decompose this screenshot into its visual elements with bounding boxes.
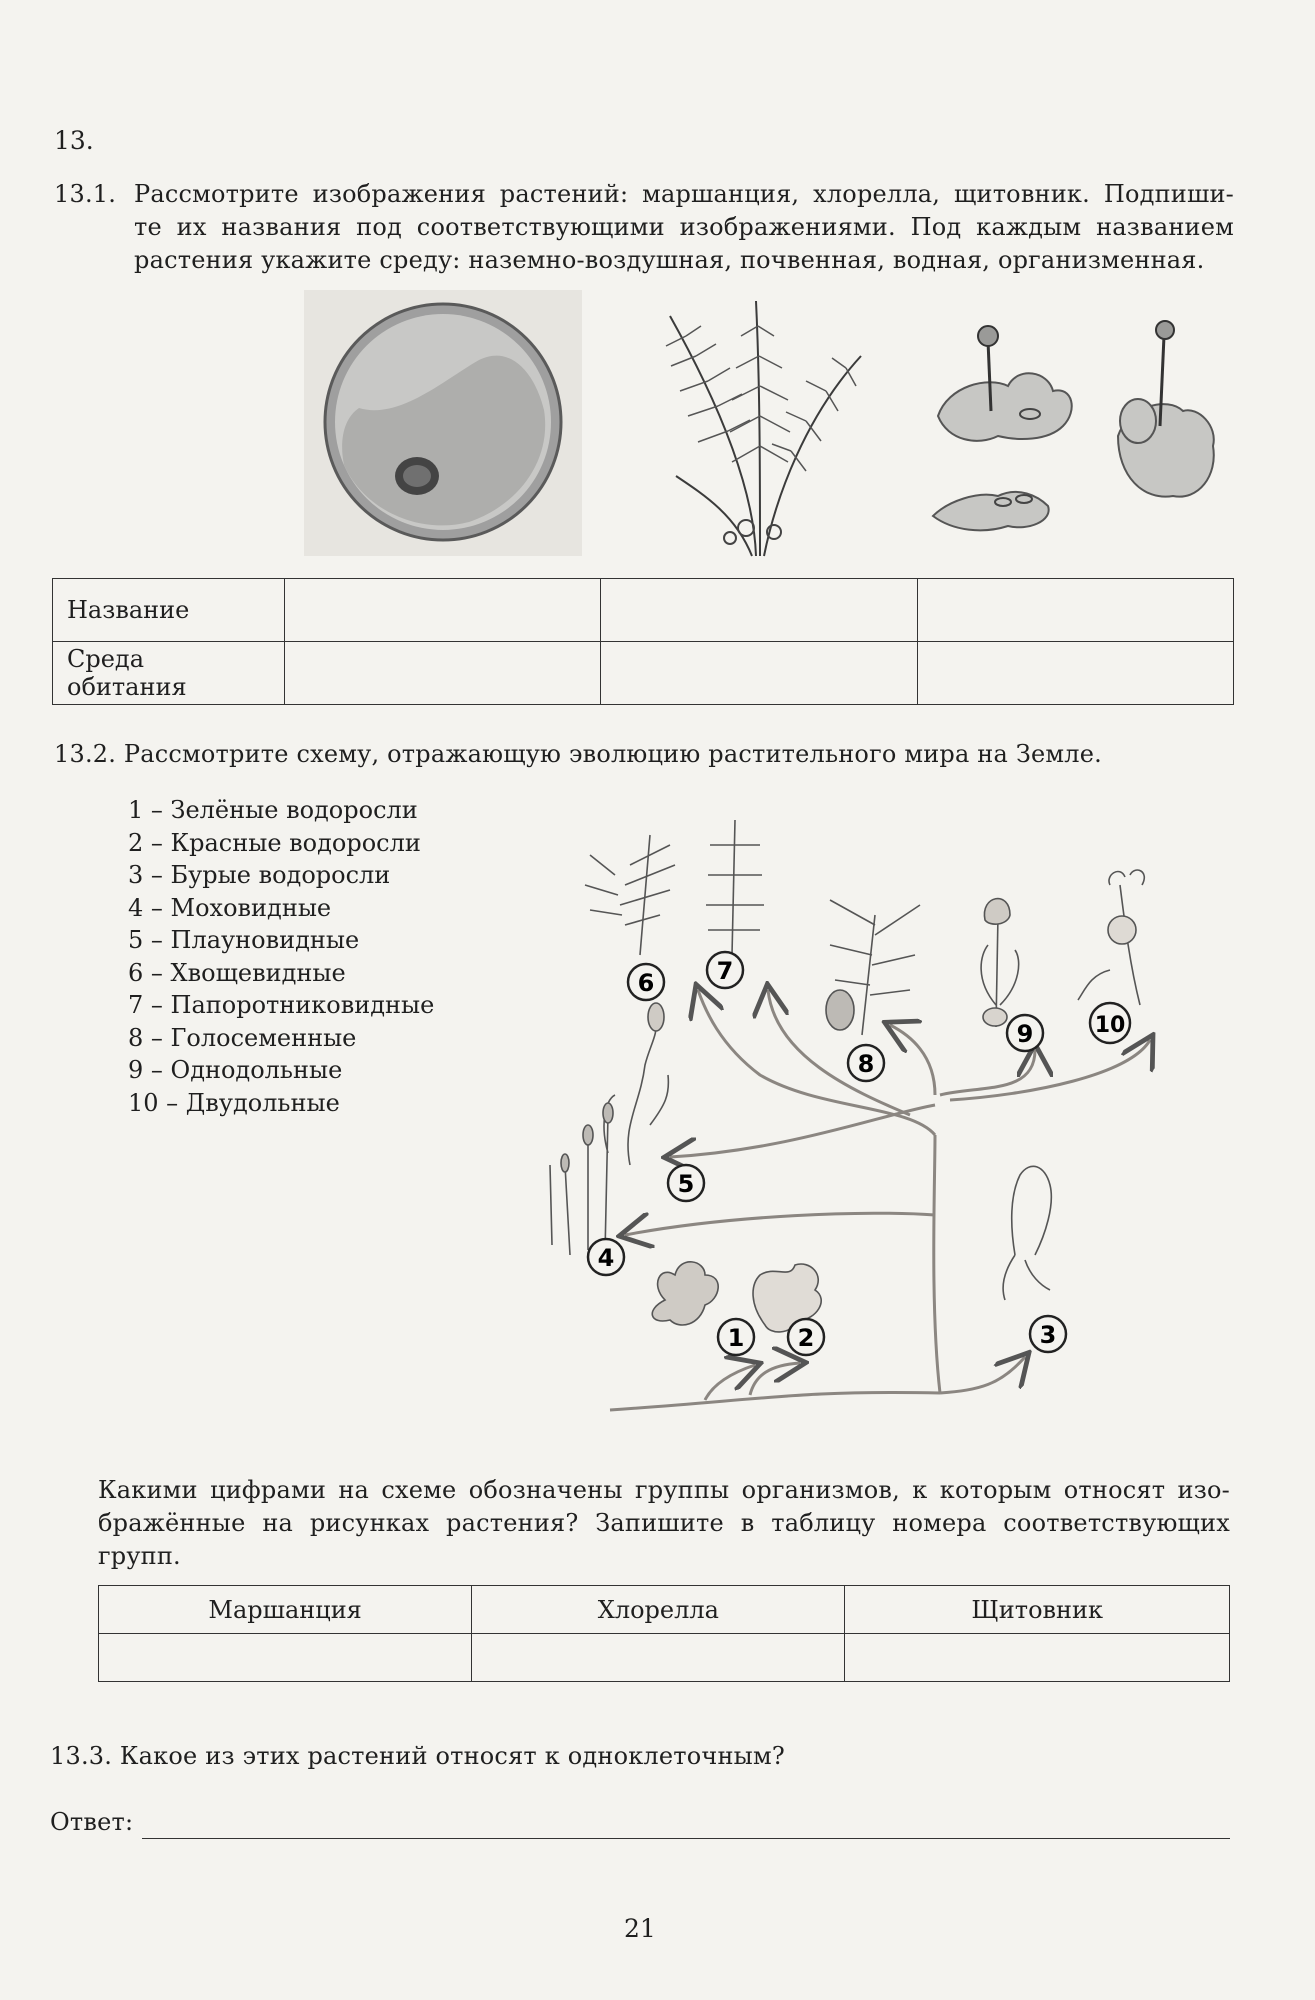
name-cell-1[interactable] — [285, 579, 601, 642]
legend-item-3: 3 – Бурые водоросли — [128, 861, 391, 889]
legend-item-10: 10 – Двудольные — [128, 1088, 340, 1117]
name-cell-2[interactable] — [601, 579, 917, 642]
circle-1-text: 1 — [727, 1324, 745, 1352]
circle-4-text: 4 — [597, 1244, 615, 1272]
circle-5 — [668, 1165, 704, 1201]
task-number: 13. — [54, 126, 94, 155]
habitat-row-label: Среда обитания — [53, 642, 285, 705]
answer-line[interactable] — [142, 1838, 1230, 1839]
habitat-cell-3[interactable] — [917, 642, 1233, 705]
task-13-2-question — [98, 1474, 1230, 1573]
fern-image — [656, 296, 868, 560]
circle-8 — [848, 1045, 884, 1081]
habitat-cell-1[interactable] — [285, 642, 601, 705]
circle-3 — [1030, 1316, 1066, 1352]
circle-9 — [1007, 1015, 1043, 1051]
circle-3-text: 3 — [1039, 1321, 1057, 1349]
answer-label: Ответ: — [50, 1808, 134, 1836]
circle-8-text: 8 — [857, 1050, 875, 1078]
header-chlorella: Хлорелла — [472, 1586, 845, 1634]
legend-item-6: 6 – Хвощевидные — [128, 958, 346, 987]
task-13-1-line-2: те их названия под соответствующими изображениями. Под каждым названием — [134, 213, 1234, 241]
task-13-2-intro: 13.2. Рассмотрите схему, отражающую эволюцию растительного мира на Земле. — [54, 740, 1102, 768]
answer-cell-fern[interactable] — [845, 1634, 1230, 1682]
legend — [128, 794, 434, 1119]
task-13-2-table — [98, 1585, 1230, 1682]
legend-item-5: 5 – Плауновидные — [128, 926, 360, 954]
task-13-1-line-1: Рассмотрите изображения растений: маршанция, хлорелла, щитовник. Подпиши- — [134, 180, 1234, 208]
circle-5-text: 5 — [677, 1170, 695, 1198]
circle-7 — [707, 952, 743, 988]
header-marchantia: Маршанция — [99, 1586, 472, 1634]
legend-item-8: 8 – Голосеменные — [128, 1023, 357, 1052]
legend-item-4: 4 – Моховидные — [128, 893, 332, 922]
circle-1 — [718, 1319, 754, 1355]
circle-2-text: 2 — [797, 1324, 815, 1352]
task-13-3-question: 13.3. Какое из этих растений относят к одноклеточным? — [50, 1742, 785, 1770]
chlorella-cell-image — [304, 290, 582, 556]
circle-7-text: 7 — [716, 957, 734, 985]
circle-2 — [788, 1319, 824, 1355]
circle-6 — [628, 964, 664, 1000]
legend-item-7: 7 – Папоротниковидные — [128, 991, 435, 1019]
circle-10 — [1090, 1003, 1130, 1043]
circle-10-text: 10 — [1094, 1013, 1126, 1038]
name-row-label: Название — [53, 579, 285, 642]
answer-cell-chlorella[interactable] — [472, 1634, 845, 1682]
question-line-1: Какими цифрами на схеме обозначены группы организмов, к которым относят изо- — [98, 1476, 1230, 1504]
evolution-diagram — [510, 805, 1210, 1425]
legend-item-1: 1 – Зелёные водоросли — [128, 796, 418, 824]
header-fern: Щитовник — [845, 1586, 1230, 1634]
circle-4 — [588, 1239, 624, 1275]
task-13-1-table — [52, 578, 1234, 705]
page-number: 21 — [624, 1914, 656, 1943]
answer-cell-marchantia[interactable] — [99, 1634, 472, 1682]
circle-9-text: 9 — [1016, 1020, 1034, 1048]
task-13-1-line-3: растения укажите среду: наземно-воздушная, почвенная, водная, организменная. — [134, 246, 1205, 274]
task-13-1-text — [54, 178, 1234, 277]
circle-6-text: 6 — [637, 969, 655, 997]
marchantia-image — [928, 316, 1224, 542]
habitat-cell-2[interactable] — [601, 642, 917, 705]
legend-item-2: 2 – Красные водоросли — [128, 828, 421, 857]
question-line-3: групп. — [98, 1542, 181, 1570]
question-line-2: бражённые на рисунках растения? Запишите в таблицу номера соответствующих — [98, 1509, 1230, 1537]
name-cell-3[interactable] — [917, 579, 1233, 642]
task-13-1-label: 13.1. — [54, 180, 117, 208]
legend-item-9: 9 – Однодольные — [128, 1056, 343, 1084]
